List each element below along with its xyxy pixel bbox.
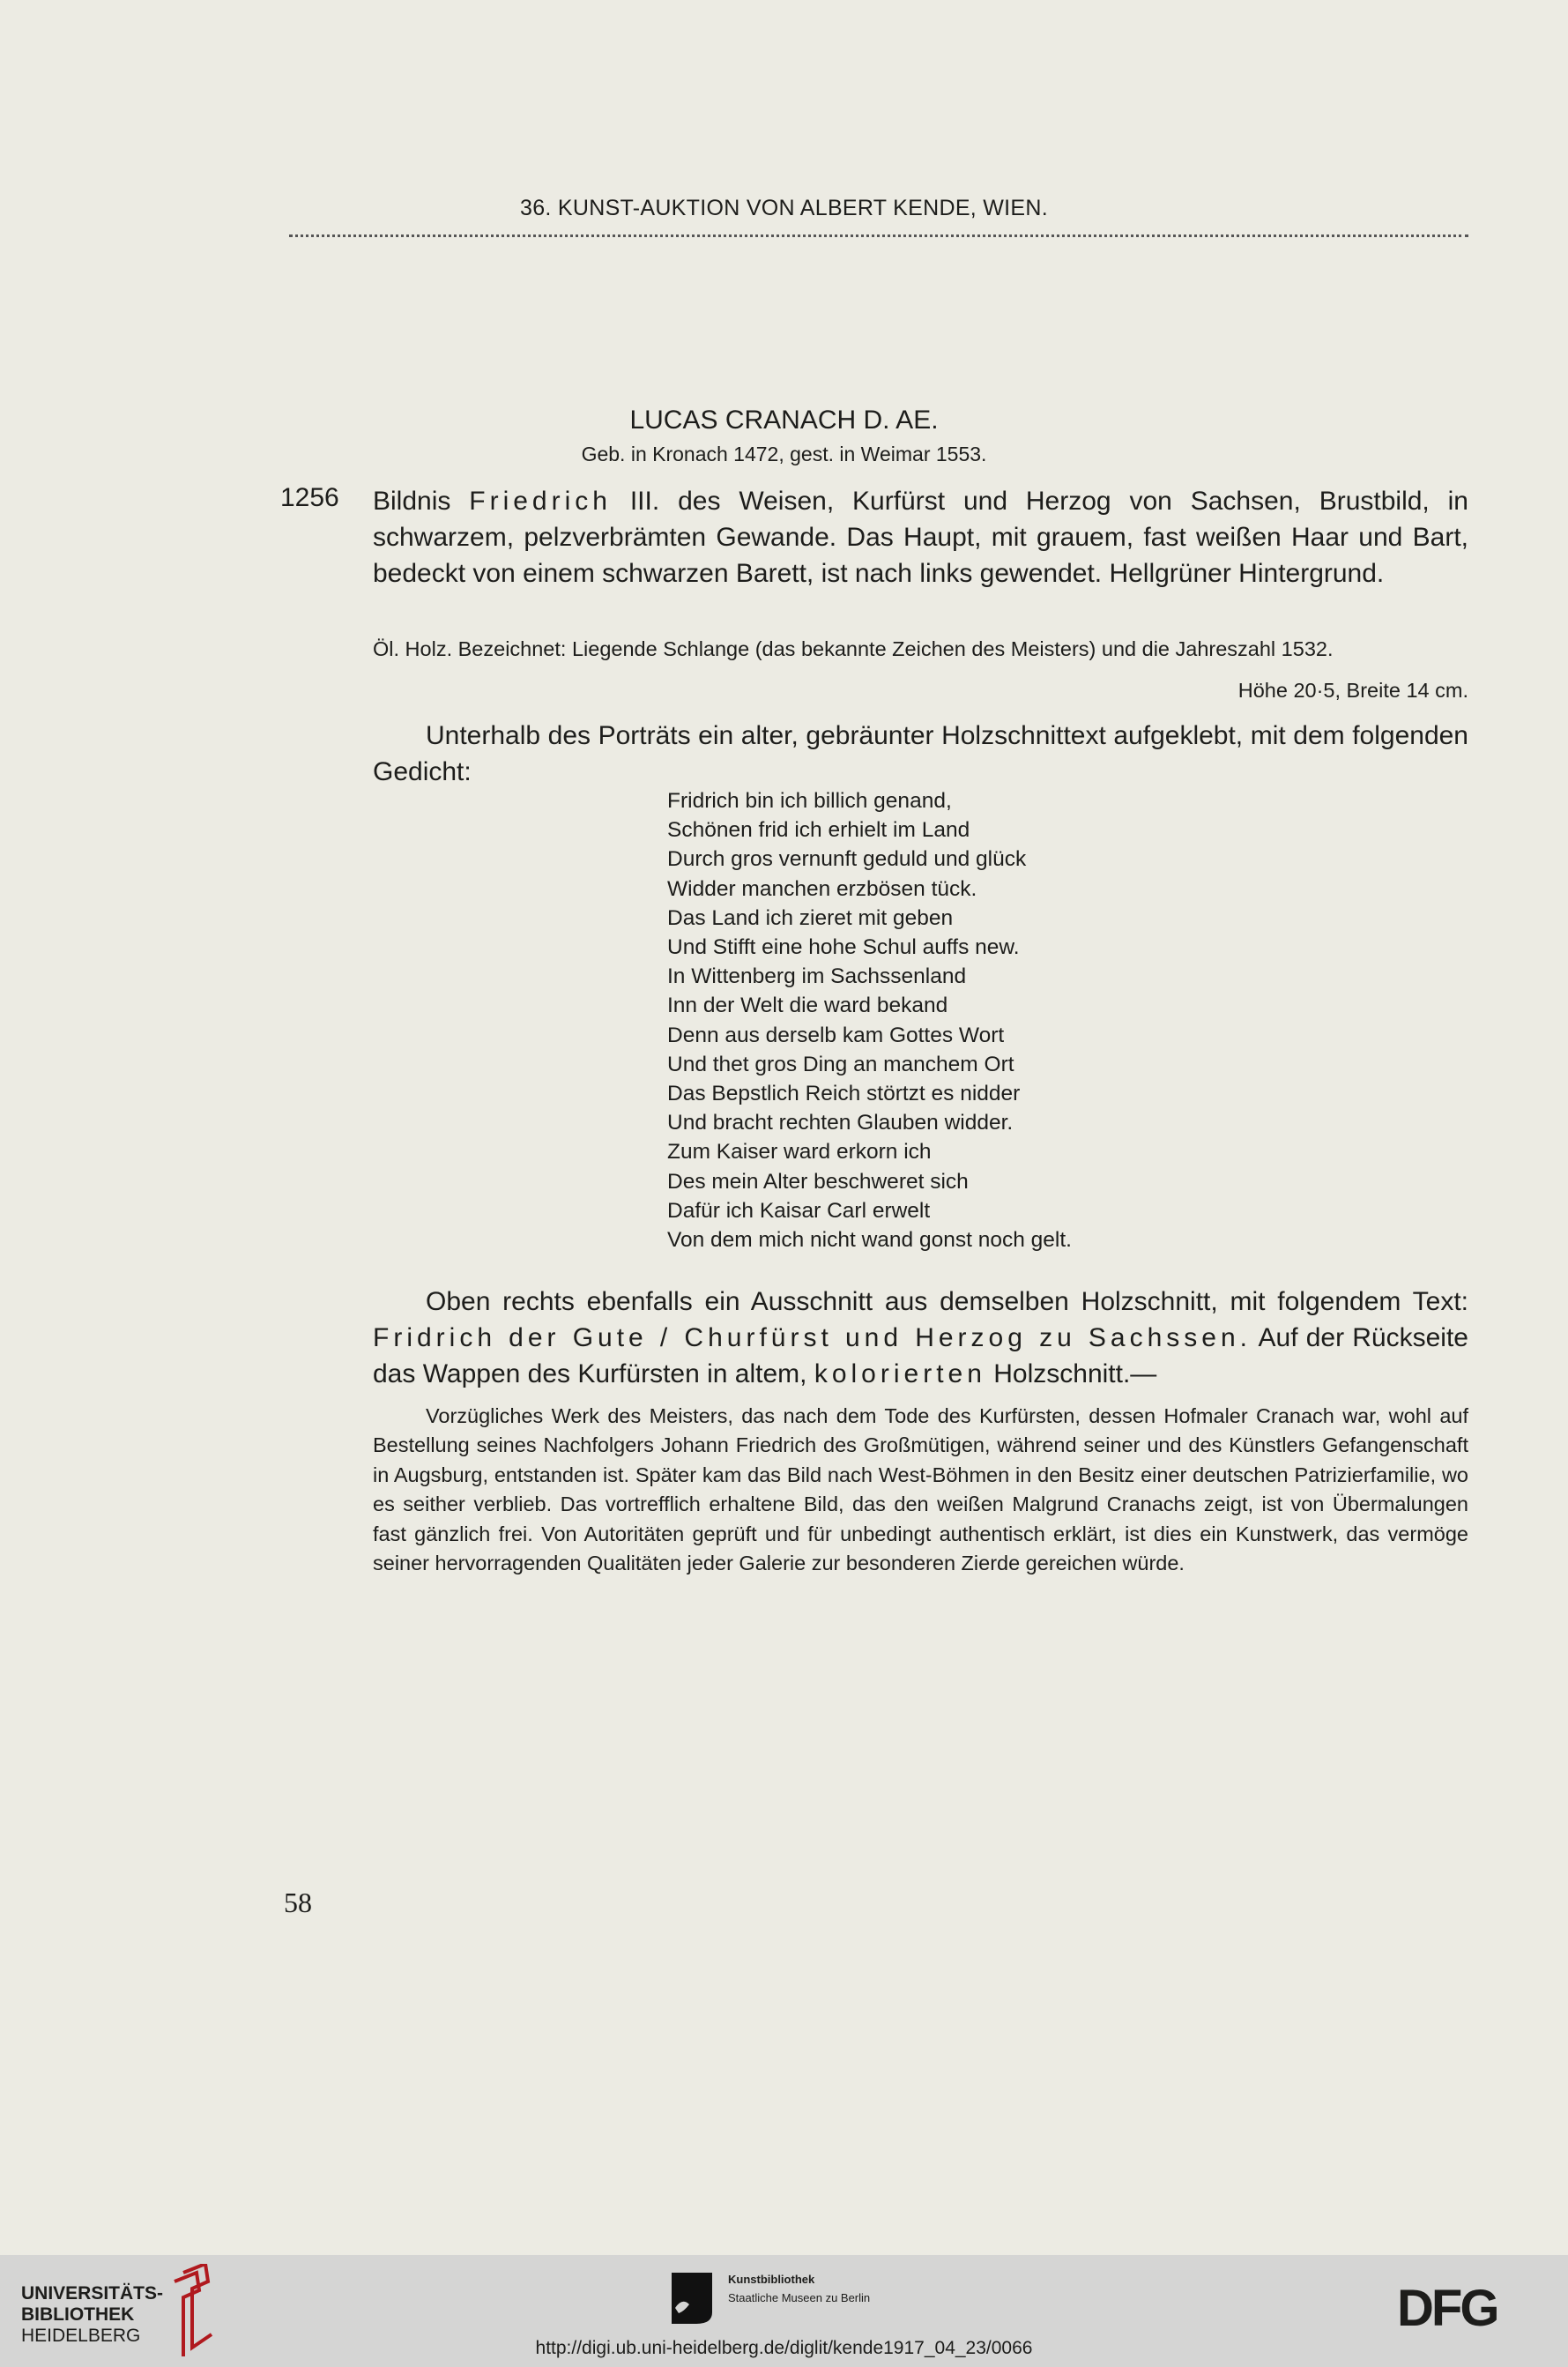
page-number: 58 (284, 1887, 312, 1918)
dotted-rule (289, 234, 1468, 241)
poem-line: Denn aus derselb kam Gottes Wort (667, 1023, 1005, 1047)
poem-intro: Unterhalb des Porträts ein alter, gebräunter Holzschnittext aufgeklebt, mit dem folgenden Gedicht: (373, 721, 1468, 786)
text: Auf der Rückseite das Wappen des Kurfürsten in altem, (373, 1323, 1468, 1388)
kunstbibliothek-text (728, 2270, 870, 2307)
medium-line: Öl. Holz. Bezeichnet: Liegende Schlange (das bekannte Zeichen des Meisters) und die Jahreszahl 1532. (373, 637, 1334, 660)
poem-line: Von dem mich nicht wand gonst noch gelt. (667, 1228, 1072, 1253)
poem-line: Und thet gros Ding an manchem Ort (667, 1052, 1014, 1076)
text: Oben rechts ebenfalls ein Ausschnitt aus demselben Holzschnitt, mit folgendem Text: (426, 1287, 1468, 1316)
poem-line: Und bracht rechten Glauben widder. (667, 1111, 1014, 1135)
poem-line: Schönen frid ich erhielt im Land (667, 818, 970, 843)
poem (667, 786, 1072, 1254)
lot-description (373, 483, 1468, 592)
spaced-word: kolorierten (814, 1359, 986, 1388)
spaced-inscription: Fridrich der Gute / Churfürst und Herzog zu Sachssen. (373, 1323, 1252, 1352)
logo-text: UNIVERSITÄTS- (21, 2283, 164, 2304)
poem-line: Fridrich bin ich billich genand, (667, 789, 952, 813)
running-header: 36. KUNST-AUKTION VON ALBERT KENDE, WIEN. (519, 196, 1049, 220)
dfg-logo: DFG (1397, 2280, 1497, 2337)
artist-name: LUCAS CRANACH D. AE. (629, 406, 939, 435)
desc-text: III. des Weisen, Kurfürst und Herzog von Sachsen, Brustbild, in schwarzem, pelzverbrämten Gewande. Das Haupt, mit grauem, fast weißen Haar und Bart, bedeckt von einem schwarzen Barett, ist nach links gewendet. Hellgrüner Hintergrund. (373, 487, 1468, 588)
poem-line: Das Bepstlich Reich störtzt es nidder (667, 1082, 1021, 1106)
poem-line: Durch gros vernunft geduld und glück (667, 847, 1027, 872)
logo-text: HEIDELBERG (21, 2326, 141, 2346)
logo-text: BIBLIOTHEK (21, 2304, 135, 2325)
logo-text: Kunstbibliothek (728, 2273, 815, 2286)
poem-line: Inn der Welt die ward bekand (667, 994, 948, 1018)
poem-line: Widder manchen erzbösen tück. (667, 876, 977, 901)
artist-dates: Geb. in Kronach 1472, gest. in Weimar 1553. (581, 443, 987, 465)
text: Holzschnitt.— (985, 1359, 1157, 1388)
desc-name-spaced: Friedrich (469, 487, 612, 516)
dimensions: Höhe 20·5, Breite 14 cm. (1237, 679, 1468, 702)
commentary: Vorzügliches Werk des Meisters, das nach dem Tode des Kurfürsten, dessen Hofmaler Cranach war, wohl auf Bestellung seines Nachfolgers Johann Friedrich des Großmütigen, während seiner und des Künstlers Gefangenschaft in Augsburg, entstanden ist. Später kam das Bild nach West-Böhmen in den Besitz einer deutschen Patrizierfamilie, wo es seither verblieb. Das vortrefflich erhaltene Bild, das den weißen Malgrund Cranachs zeigt, ist von Übermalungen fast gänzlich frei. Von Autoritäten geprüft und für unbedingt authentisch erklärt, ist dies ein Kunstwerk, das vermöge seiner hervorragenden Qualitäten jeder Galerie zur besonderen Zierde gereichen würde. (373, 1404, 1468, 1575)
poem-line: Zum Kaiser ward erkorn ich (667, 1140, 932, 1165)
poem-line: Dafür ich Kaisar Carl erwelt (667, 1198, 931, 1223)
poem-line: Des mein Alter beschweret sich (667, 1169, 969, 1194)
poem-line: In Wittenberg im Sachssenland (667, 964, 967, 989)
poem-line: Und Stifft eine hohe Schul auffs new. (667, 935, 1020, 960)
poem-line: Das Land ich zieret mit geben (667, 905, 954, 930)
permalink-url[interactable]: http://digi.ub.uni-heidelberg.de/diglit/kende1917_04_23/0066 (535, 2338, 1033, 2358)
desc-text: Bildnis (373, 487, 470, 516)
kunstbibliothek-logo-icon (670, 2273, 714, 2326)
lot-number: 1256 (280, 483, 339, 512)
logo-text: Staatliche Museen zu Berlin (728, 2291, 871, 2304)
second-paragraph (373, 1284, 1468, 1392)
